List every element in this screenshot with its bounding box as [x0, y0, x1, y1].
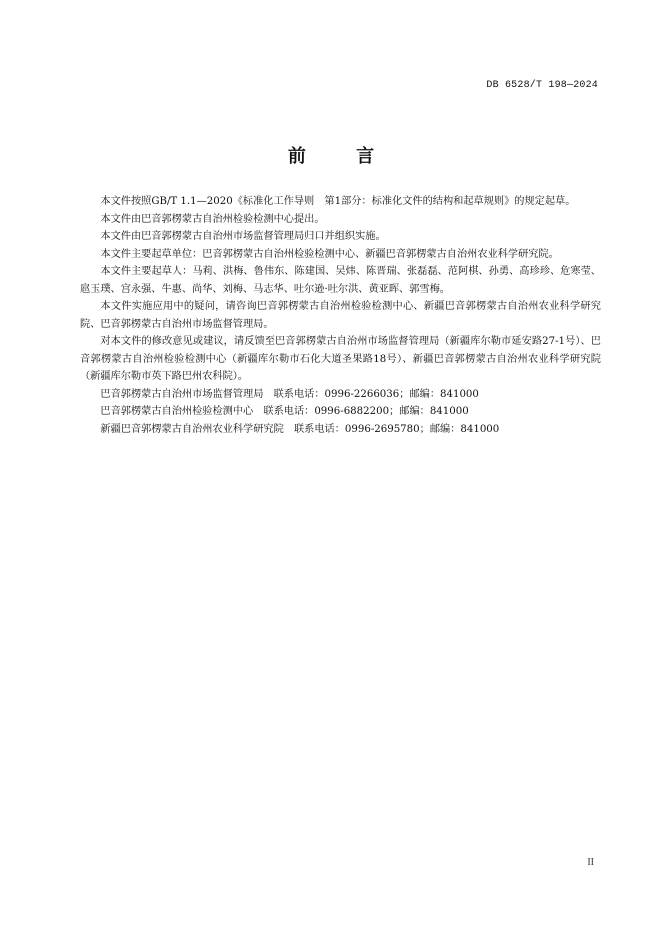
paragraph-administrator: 本文件由巴音郭楞蒙古自治州市场监督管理局归口并组织实施。: [100, 231, 386, 242]
paragraph-drafting-units: 本文件主要起草单位：巴音郭楞蒙古自治州检验检测中心、新疆巴音郭楞蒙古自治州农业科学研究院。: [100, 248, 559, 260]
paragraph-inquiries: 本文件实施应用中的疑问，请咨询巴音郭楞蒙古自治州检验检测中心、新疆巴音郭楞蒙古自治州农业科学研究院、巴音郭楞蒙古自治州市场监督管理局。: [80, 301, 601, 330]
document-code: DB 6528/T 198—2024: [486, 80, 598, 91]
paragraph-proposer: 本文件由巴音郭楞蒙古自治州检验检测中心提出。: [100, 213, 325, 225]
contact-line: 巴音郭楞蒙古自治州市场监督管理局 联系电话：0996-2266036；邮编：841000: [100, 388, 479, 400]
contact-line: 新疆巴音郭楞蒙古自治州农业科学研究院 联系电话：0996-2695780；邮编：841000: [100, 423, 500, 435]
paragraph-feedback: 对本文件的修改意见或建议，请反馈至巴音郭楞蒙古自治州市场监督管理局（新疆库尔勒市延安路27-1号）、巴音郭楞蒙古自治州检验检测中心（新疆库尔勒市石化大道圣果路18号）、新疆巴音郭楞蒙古自治州农业科学研究院（新疆库尔勒市英下路巴州农科院）。: [80, 336, 601, 382]
contact-line: 巴音郭楞蒙古自治州检验检测中心 联系电话：0996-6882200；邮编：841000: [100, 406, 469, 417]
paragraph-drafting-rules: 本文件按照GB/T 1.1—2020《标准化工作导则 第1部分：标准化文件的结构和起草规则》的规定起草。: [100, 196, 576, 207]
page-title: 前 言: [287, 146, 397, 167]
page-number: II: [587, 857, 594, 868]
paragraph-drafters: 本文件主要起草人：马莉、洪梅、鲁伟东、陈建国、吴炜、陈晋瑞、张磊磊、范阿棋、孙勇、高珍珍、危寒莹、扈玉璞、宫永强、牛惠、尚华、刘梅、马志华、吐尔逊·吐尔洪、黄亚晖、郭雪梅。: [80, 266, 601, 295]
foreword-body: [80, 193, 601, 438]
